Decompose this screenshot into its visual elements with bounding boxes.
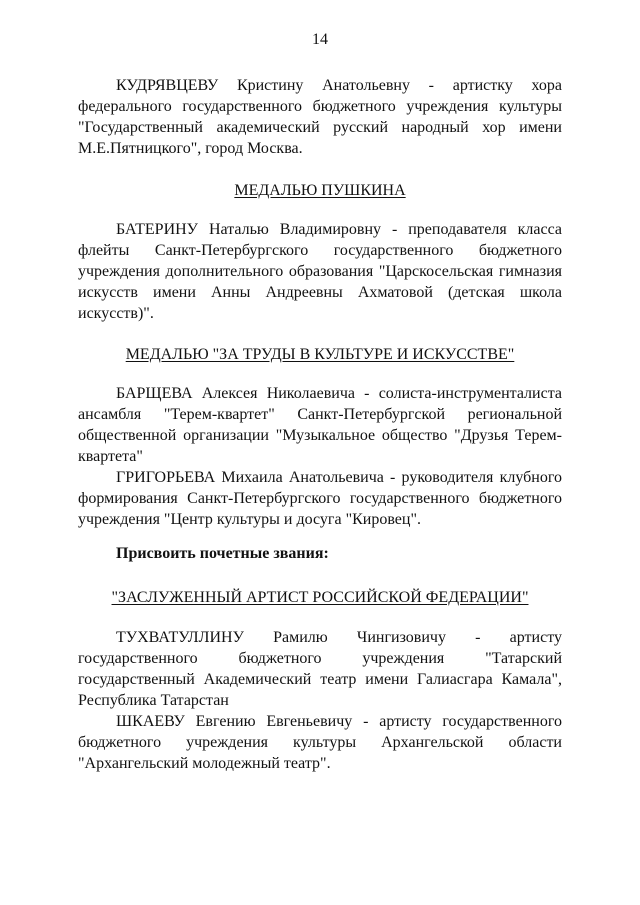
award-entry-kudryavtseva xyxy=(78,75,562,159)
paragraph-tukhvatullin: ТУХВАТУЛЛИНУ Рамилю Чингизовичу - артисту государственного бюджетного учреждения "Татарский государственный Академический театр имени Галиасгара Камала", Республика Татарстан xyxy=(78,629,562,709)
award-entry-grigoriev xyxy=(78,467,562,530)
paragraph-baterina: БАТЕРИНУ Наталью Владимировну - преподавателя класса флейты Санкт-Петербургского государственного бюджетного учреждения дополнительного образования "Царскосельская гимназия искусств имени Анны Андреевны Ахматовой (детская школа искусств)". xyxy=(78,221,562,322)
award-entry-shkaev xyxy=(78,711,562,774)
award-entry-baterina xyxy=(78,219,562,324)
page-number: 14 xyxy=(312,31,328,48)
section-heading-honored-artist: "ЗАСЛУЖЕННЫЙ АРТИСТ РОССИЙСКОЙ ФЕДЕРАЦИИ" xyxy=(111,589,529,606)
paragraph-barshchev: БАРЩЕВА Алексея Николаевича - солиста-инструменталиста ансамбля "Терем-квартет" Санкт-Петербургской региональной общественной организации "Музыкальное общество "Друзья Терем-квартета" xyxy=(78,385,562,465)
paragraph-kudryavtseva: КУДРЯВЦЕВУ Кристину Анатольевну - артистку хора федерального государственного бюджетного учреждения культуры "Государственный академический русский народный хор имени М.Е.Пятницкого", город Москва. xyxy=(78,77,562,157)
section-heading-pushkin-medal: МЕДАЛЬЮ ПУШКИНА xyxy=(234,182,406,199)
honorary-titles-label: Присвоить почетные звания: xyxy=(116,545,329,562)
award-entry-tukhvatullin xyxy=(78,627,562,711)
section-heading-culture-medal: МЕДАЛЬЮ "ЗА ТРУДЫ В КУЛЬТУРЕ И ИСКУССТВЕ" xyxy=(125,346,515,363)
award-entry-barshchev xyxy=(78,383,562,467)
paragraph-shkaev: ШКАЕВУ Евгению Евгеньевичу - артисту государственного бюджетного учреждения культуры Архангельской области "Архангельский молодежный театр". xyxy=(78,713,562,772)
paragraph-grigoriev: ГРИГОРЬЕВА Михаила Анатольевича - руководителя клубного формирования Санкт-Петербургского государственного бюджетного учреждения "Центр культуры и досуга "Кировец". xyxy=(78,469,562,528)
